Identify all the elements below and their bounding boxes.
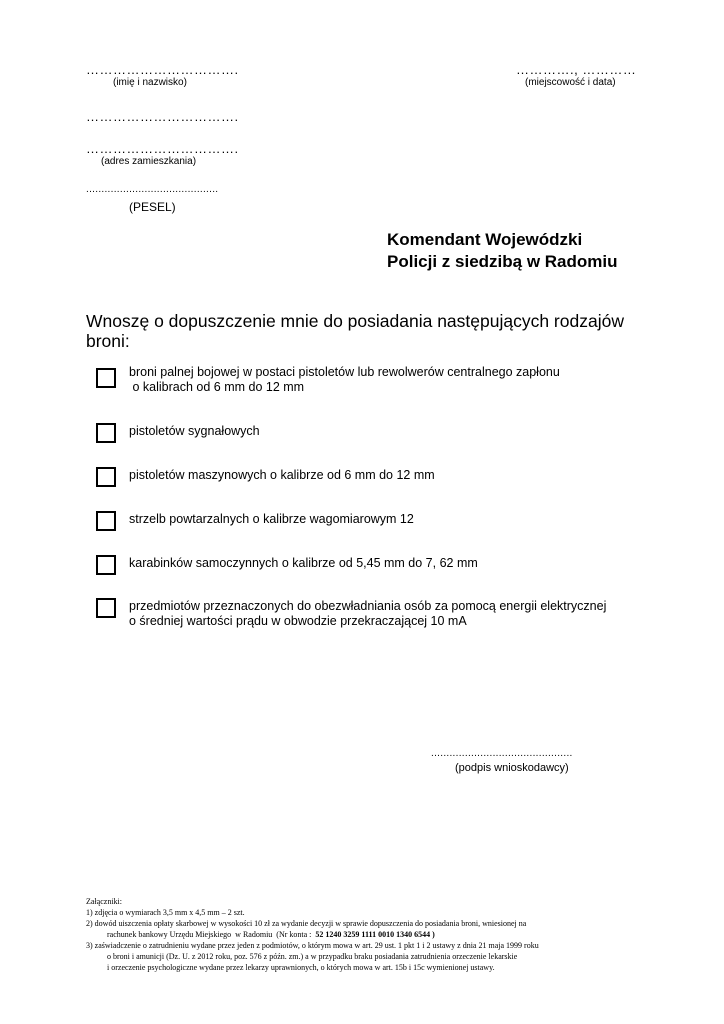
checkbox[interactable]	[96, 555, 116, 575]
checkbox[interactable]	[96, 598, 116, 618]
checkbox[interactable]	[96, 511, 116, 531]
attachment-item-3-continued: o broni i amunicji (Dz. U. z 2012 roku, poz. 576 z późn. zm.) a w przypadku braku posiadania zatrudnienia orzeczenie lekarskie	[107, 952, 518, 961]
signature-label: (podpis wnioskodawcy)	[455, 762, 569, 774]
option-label: pistoletów maszynowych o kalibrze od 6 mm do 12 mm	[129, 468, 435, 482]
recipient-line-1: Komendant Wojewódzki	[387, 230, 583, 249]
attachment-item-3-continued: i orzeczenie psychologiczne wydane przez lekarzy uprawnionych, o których mowa w art. 15b i 15c wymienionej ustawy.	[107, 963, 495, 972]
attachments-title: Załączniki:	[86, 897, 122, 906]
address-dots-2[interactable]: …………………………….	[86, 141, 239, 156]
option-label-continued: o kalibrach od 6 mm do 12 mm	[129, 380, 305, 394]
name-label: (imię i nazwisko)	[113, 77, 187, 88]
option-label: przedmiotów przeznaczonych do obezwładniania osób za pomocą energii elektrycznej	[129, 599, 607, 613]
option-label: karabinków samoczynnych o kalibrze od 5,45 mm do 7, 62 mm	[129, 556, 478, 570]
address-dots-1[interactable]: …………………………….	[86, 109, 239, 124]
checkbox[interactable]	[96, 368, 116, 388]
option-label-continued: o średniej wartości prądu w obwodzie przekraczającej 10 mA	[129, 614, 467, 628]
request-line-1: Wnoszę o dopuszczenie mnie do posiadania następujących rodzajów	[86, 311, 624, 331]
option-label: strzelb powtarzalnych o kalibrze wagomiarowym 12	[129, 512, 414, 526]
option-label: broni palnej bojowej w postaci pistoletów lub rewolwerów centralnego zapłonu	[129, 365, 560, 379]
signature-dots[interactable]: ..............................................	[431, 748, 573, 759]
attachment-item-2: 2) dowód uiszczenia opłaty skarbowej w wysokości 10 zł za wydanie decyzji w sprawie dopuszczenia do posiadania broni, wniesionej na	[86, 919, 527, 928]
attachment-item-3: 3) zaświadczenie o zatrudnieniu wydane przez jeden z podmiotów, o którym mowa w art. 29 ust. 1 pkt 1 i 2 ustawy z dnia 21 maja 1999 roku	[86, 941, 539, 950]
request-line-2: broni:	[86, 331, 130, 351]
checkbox[interactable]	[96, 423, 116, 443]
attachment-item-1: 1) zdjęcia o wymiarach 3,5 mm x 4,5 mm – 2 szt.	[86, 908, 245, 917]
account-prefix: rachunek bankowy Urzędu Miejskiego w Radomiu (Nr konta :	[107, 930, 316, 939]
place-date-label: (miejscowość i data)	[525, 77, 616, 88]
pesel-dots[interactable]: ...........................................	[86, 184, 219, 195]
attachment-item-2-continued	[107, 930, 435, 941]
pesel-label: (PESEL)	[129, 200, 176, 214]
name-dots[interactable]: …………………………….	[86, 62, 239, 77]
option-label: pistoletów sygnałowych	[129, 424, 260, 438]
checkbox[interactable]	[96, 467, 116, 487]
place-date-dots[interactable]: …………., …………	[516, 62, 637, 77]
recipient-line-2: Policji z siedzibą w Radomiu	[387, 252, 618, 271]
address-label: (adres zamieszkania)	[101, 156, 197, 167]
account-number: 52 1240 3259 1111 0010 1340 6544 )	[315, 930, 435, 939]
